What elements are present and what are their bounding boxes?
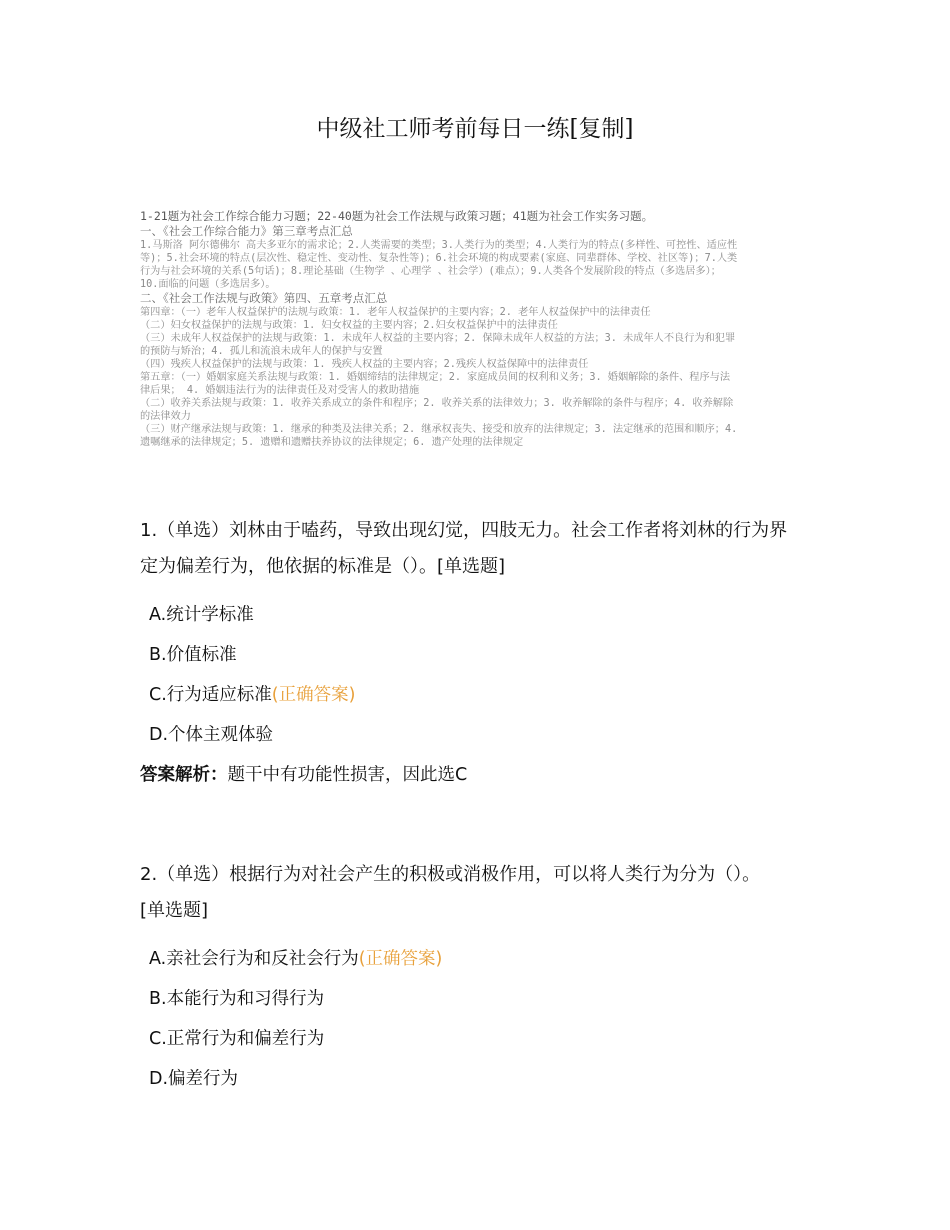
intro-lead: 1-21题为社会工作综合能力习题；22-40题为社会工作法规与政策习题；41题为社会工作实务习题。 <box>140 209 654 223</box>
option-label: D.偏差行为 <box>149 1069 239 1089</box>
option-a[interactable] <box>140 595 812 635</box>
option-label: B.本能行为和习得行为 <box>149 989 325 1009</box>
option-label: B.价值标准 <box>149 645 237 665</box>
section2-line: （四）残疾人权益保护的法规与政策：1. 残疾人权益的主要内容；2.残疾人权益保障中的法律责任 <box>140 359 589 370</box>
section1-title: 一、《社会工作综合能力》第三章考点汇总 <box>140 224 353 238</box>
section2-line: （二）收养关系法规与政策：1. 收养关系成立的条件和程序；2. 收养关系的法律效力；3. 收养解除的条件与程序；4. 收养解除 <box>140 398 734 409</box>
section2-line: （二）妇女权益保护的法规与政策：1. 妇女权益的主要内容；2.妇女权益保护中的法律责任 <box>140 320 558 331</box>
option-d[interactable] <box>140 1059 812 1099</box>
section2-line: 律后果； 4. 婚姻违法行为的法律责任及对受害人的救助措施 <box>140 385 420 396</box>
section2-line: 第五章：（一）婚姻家庭关系法规与政策：1. 婚姻缔结的法律规定；2. 家庭成员间的权利和义务；3. 婚姻解除的条件、程序与法 <box>140 372 731 383</box>
option-b[interactable] <box>140 635 812 675</box>
question-1 <box>140 513 812 795</box>
question-text <box>140 857 812 929</box>
analysis-label: 答案解析： <box>140 765 228 785</box>
section2-line: 遗嘱继承的法律规定；5. 遗赠和遗赠扶养协议的法律规定；6. 遗产处理的法律规定 <box>140 437 524 448</box>
correct-answer-mark: (正确答案) <box>358 949 443 969</box>
question-text-line: 定为偏差行为，他依据的标准是（）。[单选题] <box>140 556 506 577</box>
option-c[interactable] <box>140 1019 812 1059</box>
option-label: C.正常行为和偏差行为 <box>149 1029 325 1049</box>
option-a[interactable] <box>140 939 812 979</box>
section1-line: 1.马斯洛 阿尔德佛尔 高夫多亚尔的需求论；2.人类需要的类型；3.人类行为的类型；4.人类行为的特点(多样性、可控性、适应性 <box>140 240 738 251</box>
option-label: D.个体主观体验 <box>149 725 274 745</box>
option-d[interactable] <box>140 715 812 755</box>
section1-line: 等)；5.社会环境的特点(层次性、稳定性、变动性、复杂性等)；6.社会环境的构成要素(家庭、同辈群体、学校、社区等)；7.人类 <box>140 253 738 264</box>
question-text-line: 2.（单选）根据行为对社会产生的积极或消极作用，可以将人类行为分为（）。 <box>140 864 761 885</box>
section2-line: 的法律效力 <box>140 411 191 422</box>
section2-line: （三）未成年人权益保护的法规与政策：1. 未成年人权益的主要内容；2. 保障未成年人权益的方法；3. 未成年人不良行为和犯罪 <box>140 333 736 344</box>
section1-line: 行为与社会环境的关系(5句话)；8.理论基础（生物学 、心理学 、社会学）(难点）；9.人类各个发展阶段的特点（多选居多）； <box>140 266 721 277</box>
options-list <box>140 939 812 1099</box>
question-text-line: 1.（单选）刘林由于嗑药，导致出现幻觉，四肢无力。社会工作者将刘林的行为界 <box>140 520 788 541</box>
options-list <box>140 595 812 755</box>
option-b[interactable] <box>140 979 812 1019</box>
question-2 <box>140 857 812 1099</box>
section2-line: （三）财产继承法规与政策：1. 继承的种类及法律关系；2. 继承权丧失、接受和放弃的法律规定；3. 法定继承的范围和顺序；4. <box>140 424 738 435</box>
option-label: A.统计学标准 <box>149 605 254 625</box>
question-text-line: [单选题] <box>140 900 209 921</box>
correct-answer-mark: (正确答案) <box>271 685 356 705</box>
intro-summary <box>140 209 812 449</box>
page-title: 中级社工师考前每日一练[复制] <box>316 116 634 142</box>
section1-line: 10.面临的问题（多选居多）。 <box>140 279 276 290</box>
option-c[interactable] <box>140 675 812 715</box>
answer-analysis <box>140 755 812 795</box>
question-text <box>140 513 812 585</box>
section2-line: 的预防与矫治；4. 孤儿和流浪未成年人的保护与安置 <box>140 346 383 357</box>
analysis-text: 题干中有功能性损害，因此选C <box>227 765 468 785</box>
section2-title: 二、《社会工作法规与政策》第四、五章考点汇总 <box>140 291 388 305</box>
option-label: C.行为适应标准 <box>149 685 272 705</box>
option-label: A.亲社会行为和反社会行为 <box>149 949 359 969</box>
section2-line: 第四章：（一）老年人权益保护的法规与政策：1. 老年人权益保护的主要内容；2. 老年人权益保护中的法律责任 <box>140 307 651 318</box>
